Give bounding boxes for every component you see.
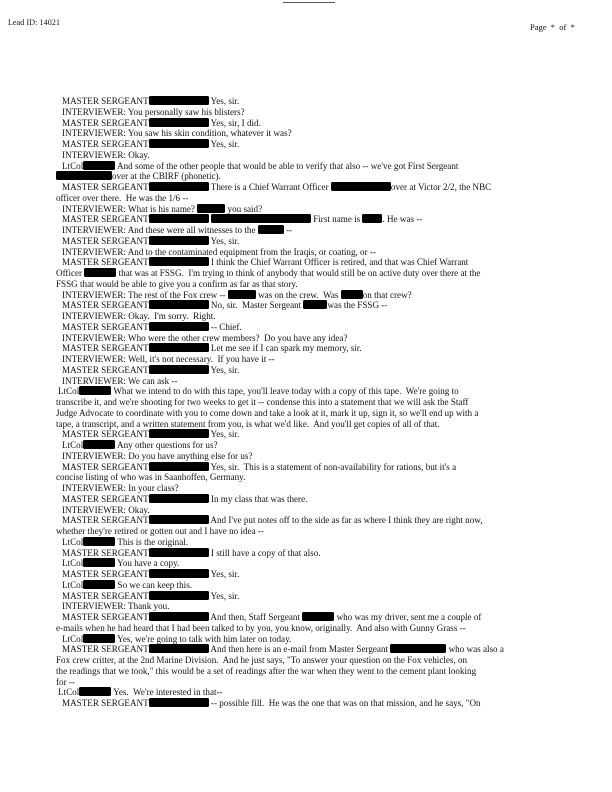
utterance-text: Who were the other crew members? Do you have any idea? (125, 332, 348, 343)
transcript-line (56, 290, 590, 301)
speaker-label: LtCol (58, 386, 80, 397)
utterance-text: So we can keep this. (115, 579, 193, 590)
redaction-block (149, 612, 209, 621)
redaction-block (149, 462, 209, 471)
redaction-block (149, 96, 209, 105)
continuation-text: that was at FSSG. I'm trying to think of anybody that would still be on active duty over there at the (116, 268, 481, 278)
speaker-label: LtCol (62, 160, 84, 171)
speaker-label: MASTER SERGEANT (62, 343, 149, 354)
utterance-text: Let me see if I can spark my memory, sir. (208, 343, 362, 354)
utterance-text: And to the contaminated equipment from the Iraqis, or coating, or -- (125, 246, 376, 257)
speaker-label: MASTER SERGEANT (62, 364, 149, 375)
redaction-block (83, 634, 115, 643)
utterance-text: you said? (227, 203, 263, 214)
utterance-text: Thank you. (125, 601, 170, 612)
redaction-block (149, 698, 209, 707)
speaker-label: LtCol (62, 579, 84, 590)
continuation-text: over at the CBIRF (phonetic). (112, 171, 221, 182)
speaker-label: INTERVIEWER: (62, 289, 126, 300)
page-number: Page * of * (530, 22, 575, 32)
redaction-block (331, 182, 391, 191)
speaker-label: MASTER SERGEANT (62, 300, 149, 311)
speaker-label: MASTER SERGEANT (62, 644, 149, 655)
transcript-line (56, 644, 590, 655)
utterance-text: Yes, sir. (208, 139, 240, 149)
utterance-text: was on the crew. Was (255, 289, 339, 300)
speaker-label: LtCol (62, 536, 84, 547)
speaker-label: MASTER SERGEANT (62, 117, 149, 128)
redaction-block (149, 343, 209, 352)
speaker-label: INTERVIEWER: (62, 128, 126, 139)
speaker-label: INTERVIEWER: (62, 504, 126, 515)
transcript-line (56, 225, 590, 236)
utterance-text: Yes, sir. (208, 235, 240, 246)
transcript-line (56, 107, 590, 118)
continuation-text: for -- (56, 676, 75, 687)
speaker-label: INTERVIEWER: (62, 246, 126, 257)
transcript-line (56, 236, 590, 247)
transcript-line (56, 569, 590, 580)
transcript-line (56, 397, 590, 408)
utterance-text: Okay. (125, 149, 150, 160)
transcript-line (56, 537, 590, 548)
utterance-text: Yes, sir. (208, 429, 240, 440)
speaker-label: MASTER SERGEANT (62, 698, 149, 708)
transcript-body (56, 96, 590, 709)
transcript-line (56, 161, 590, 172)
redaction-block (302, 612, 334, 621)
transcript-line (56, 408, 590, 419)
redaction-block (341, 290, 363, 299)
transcript-line (56, 505, 590, 516)
transcript-line (56, 150, 590, 161)
utterance-text: And some of the other people that would be able to verify that also -- we've got First Sergeant (115, 160, 459, 171)
utterance-text: I still have a copy of that also. (208, 547, 321, 558)
utterance-text: Yes, sir. (208, 569, 240, 579)
redaction-block (149, 300, 209, 309)
redaction-block (149, 182, 209, 191)
transcript-line (56, 698, 590, 709)
utterance-text: In my class that was there. (208, 493, 308, 504)
speaker-label: INTERVIEWER: (62, 332, 126, 343)
redaction-block (149, 365, 209, 374)
transcript-line (56, 580, 590, 591)
speaker-label: LtCol (58, 687, 80, 698)
transcript-line (56, 623, 590, 634)
speaker-label: MASTER SERGEANT (62, 493, 149, 504)
speaker-label: MASTER SERGEANT (62, 182, 149, 192)
redaction-block (149, 644, 209, 653)
speaker-label: INTERVIEWER: (62, 311, 126, 321)
continuation-text: FSSG that would be able to give you a confirm as far as that story. (56, 278, 298, 289)
transcript-line (56, 677, 590, 688)
utterance-text: -- (286, 225, 293, 235)
speaker-label: MASTER SERGEANT (62, 429, 149, 440)
redaction-block (149, 139, 209, 148)
transcript-line (56, 429, 590, 440)
transcript-line (56, 666, 590, 677)
redaction-block (83, 440, 115, 449)
utterance-text: And then here is an e-mail from Master Sergeant (208, 644, 389, 655)
transcript-line (56, 268, 590, 279)
speaker-label: MASTER SERGEANT (62, 515, 149, 526)
utterance-text: Yes. We're interested in that-- (111, 687, 223, 698)
transcript-line (56, 612, 590, 623)
transcript-line (56, 279, 590, 290)
redaction-block (149, 548, 209, 557)
redaction-block (84, 268, 116, 277)
utterance-text: There is a Chief Warrant Officer (208, 182, 329, 192)
transcript-line (56, 419, 590, 430)
transcript-line (56, 247, 590, 258)
speaker-label: MASTER SERGEANT (62, 569, 149, 579)
continuation-text: officer over there. He was the 1/6 -- (56, 192, 189, 203)
continuation-text: concise listing of who was in Saanhoffen, Germany. (56, 472, 246, 483)
speaker-label: MASTER SERGEANT (62, 590, 149, 601)
transcript-line (56, 376, 590, 387)
redaction-block (149, 214, 209, 223)
transcript-line (56, 118, 590, 129)
speaker-label: LtCol (62, 558, 84, 569)
transcript-line (56, 193, 590, 204)
utterance-text: What is his name? (125, 203, 195, 214)
transcript-line (56, 601, 590, 612)
transcript-line (56, 322, 590, 333)
utterance-text: You personally saw his blisters? (125, 106, 245, 117)
transcript-line (56, 462, 590, 473)
speaker-label: INTERVIEWER: (62, 149, 126, 160)
utterance-text: You saw his skin condition, whatever it was? (125, 128, 292, 139)
utterance-text: Yes, sir. This is a statement of non-availability for rations, but it's a (208, 461, 457, 472)
speaker-label: INTERVIEWER: (62, 483, 126, 493)
transcript-line (56, 182, 590, 193)
speaker-label: MASTER SERGEANT (62, 235, 149, 246)
utterance-text: Okay. I'm sorry. Right. (125, 311, 216, 321)
utterance-text: What we intend to do with this tape, you'll leave today with a copy of this tape. We're going to (111, 386, 459, 397)
redaction-block (390, 644, 446, 653)
transcript-line (56, 139, 590, 150)
transcript-line (56, 257, 590, 268)
utterance-text: We can ask -- (125, 375, 178, 386)
utterance-text: Well, it's not necessary. If you have it -- (125, 354, 275, 364)
transcript-line (56, 472, 590, 483)
continuation-text: tape, a transcript, and a written statement from you, is what we'd like. And you'll get copies of all of that. (56, 418, 440, 429)
utterance-text: on that crew? (362, 289, 412, 300)
transcript-line (56, 96, 590, 107)
redaction-block (83, 161, 115, 170)
utterance-text: over at Victor 2/2, the NBC (390, 182, 492, 192)
speaker-label: MASTER SERGEANT (62, 461, 149, 472)
redaction-block (197, 204, 225, 213)
utterance-text: And then, Staff Sergeant (208, 612, 301, 622)
utterance-text: Any other questions for us? (115, 440, 218, 450)
utterance-text: Yes, sir. (208, 96, 240, 106)
utterance-text: who was my driver, sent me a couple of (334, 612, 482, 622)
utterance-text: This is the original. (115, 536, 189, 547)
lead-id: Lead ID: 14021 (8, 18, 61, 27)
utterance-text: Yes, sir. (208, 364, 240, 375)
utterance-text: Do you have anything else for us? (125, 450, 253, 461)
redaction-block (149, 257, 209, 266)
continuation-text: Fox crew critter, at the 2nd Marine Division. And he just says, "To answer your question on the Fox vehicles, on (56, 655, 468, 665)
redaction-block (303, 300, 327, 309)
transcript-line (56, 214, 590, 225)
header-rule (283, 2, 335, 3)
transcript-line (56, 333, 590, 344)
speaker-label: INTERVIEWER: (62, 601, 126, 612)
redaction-block (149, 591, 209, 600)
transcript-line (56, 634, 590, 645)
transcript-line (56, 451, 590, 462)
transcript-line (56, 494, 590, 505)
utterance-text: Yes, sir, I did. (208, 117, 261, 128)
redaction-block (83, 558, 115, 567)
utterance-text: No, sir. Master Sergeant (208, 300, 302, 311)
transcript-line (56, 515, 590, 526)
utterance-text: I think the Chief Warrant Officer is retired, and that was Chief Warrant (208, 257, 469, 268)
transcript-line (56, 548, 590, 559)
speaker-label: MASTER SERGEANT (62, 139, 149, 149)
transcript-line (56, 171, 590, 182)
redaction-block (83, 537, 115, 546)
speaker-label: INTERVIEWER: (62, 354, 126, 364)
utterance-text: In your class? (125, 483, 179, 493)
utterance-text: Yes, we're going to talk with him later on today. (115, 633, 292, 644)
speaker-label: LtCol (62, 633, 84, 644)
transcript-line (56, 483, 590, 494)
speaker-label: INTERVIEWER: (62, 375, 126, 386)
transcript-line (56, 591, 590, 602)
redaction-block (362, 214, 382, 223)
transcript-line (56, 526, 590, 537)
transcript-line (56, 300, 590, 311)
redaction-block (79, 386, 111, 395)
transcript-line (56, 386, 590, 397)
speaker-label: MASTER SERGEANT (62, 321, 149, 332)
transcript-line (56, 365, 590, 376)
speaker-label: INTERVIEWER: (62, 225, 126, 235)
utterance-text: First name is (310, 214, 361, 225)
speaker-label: INTERVIEWER: (62, 203, 126, 214)
utterance-text: And I've put notes off to the side as far as where I think they are right now, (208, 515, 483, 526)
redaction-block (149, 515, 209, 524)
redaction-block (149, 236, 209, 245)
speaker-label: MASTER SERGEANT (62, 214, 149, 225)
utterance-text: was the FSSG -- (327, 300, 388, 311)
continuation-text: Officer (56, 268, 83, 278)
speaker-label: LtCol (62, 440, 84, 450)
transcript-line (56, 687, 590, 698)
speaker-label: MASTER SERGEANT (62, 96, 149, 106)
redaction-block (258, 225, 284, 234)
continuation-text: e-mails when he had heard that I had been talked to by you, you know, originally. And also with Gunny Grass -- (56, 622, 466, 633)
transcript-line (56, 311, 590, 322)
redaction-block (149, 429, 209, 438)
continuation-text: Judge Advocate to coordinate with you to come down and take a look at it, mark it up, sign it, so we'll end up with a (56, 407, 479, 418)
utterance-text: And these were all witnesses to the (125, 225, 256, 235)
redaction-block (149, 322, 209, 331)
redaction-block (79, 687, 111, 696)
redaction-block (56, 171, 112, 180)
utterance-text: . He was -- (382, 214, 423, 225)
transcript-line (56, 204, 590, 215)
redaction-block (149, 569, 209, 578)
utterance-text: -- Chief. (208, 321, 242, 332)
utterance-text: Okay. (125, 504, 150, 515)
speaker-label: MASTER SERGEANT (62, 547, 149, 558)
utterance-text: You have a copy. (115, 558, 180, 569)
continuation-text: whether they're retired or gotten out and I have no idea -- (56, 526, 264, 536)
continuation-text: transcribe it, and we're shooting for two weeks to get it -- condense this into a statement that we will ask the Staff (56, 397, 469, 407)
speaker-label: INTERVIEWER: (62, 450, 126, 461)
redaction-block (149, 494, 209, 503)
transcript-line (56, 440, 590, 451)
speaker-label: INTERVIEWER: (62, 106, 126, 117)
transcript-line (56, 655, 590, 666)
redaction-block (211, 214, 311, 223)
transcript-line (56, 558, 590, 569)
speaker-label: MASTER SERGEANT (62, 257, 149, 268)
transcript-line (56, 128, 590, 139)
redaction-block (149, 118, 209, 127)
continuation-text: the readings that we took," this would be a set of readings after the war when they went to the cement plant looking (56, 665, 477, 676)
transcript-line (56, 343, 590, 354)
redaction-block (83, 580, 115, 589)
utterance-text: The rest of the Fox crew -- (125, 289, 226, 300)
speaker-label: MASTER SERGEANT (62, 612, 149, 622)
utterance-text: Yes, sir. (208, 590, 240, 601)
transcript-line (56, 354, 590, 365)
utterance-text: -- possible fill. He was the one that was on that mission, and he says, "On (208, 698, 481, 708)
utterance-text: who was also a (446, 644, 504, 655)
redaction-block (228, 290, 256, 299)
